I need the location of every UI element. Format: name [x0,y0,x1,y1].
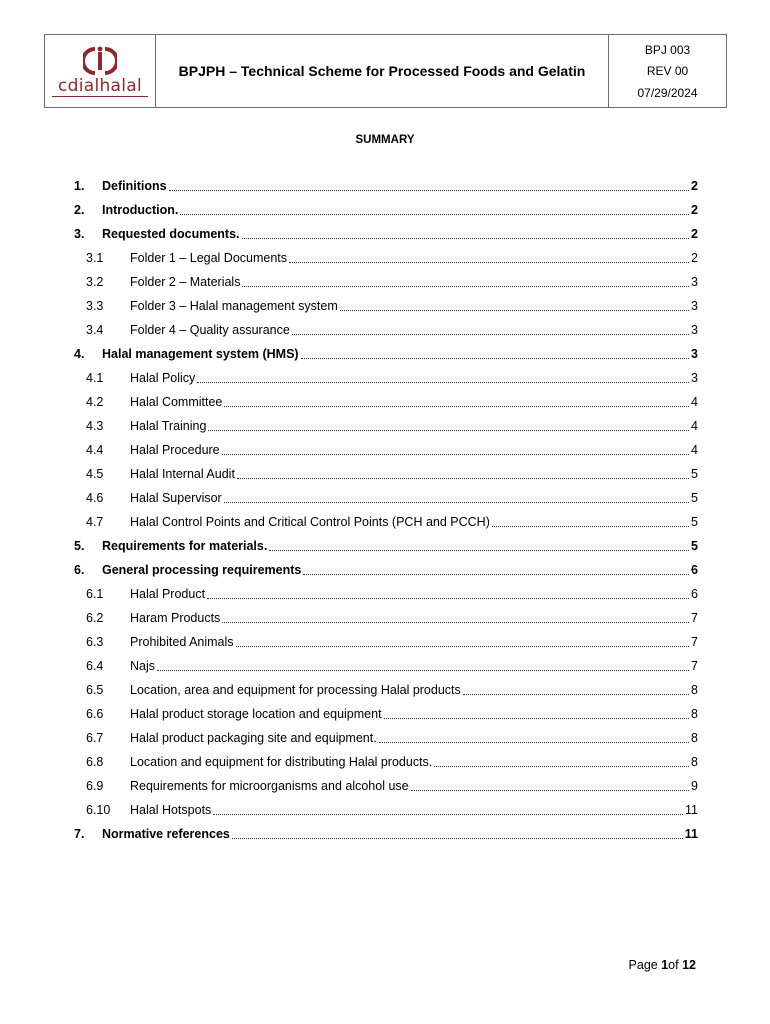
toc-entry[interactable] [74,606,698,630]
toc-entry-label: Halal product packaging site and equipment. [130,731,377,745]
toc-entry-number: 6.1 [86,587,104,601]
toc-entry-label: Halal Procedure [130,443,220,457]
toc-entry[interactable] [74,822,698,846]
toc-entry-label: Halal Internal Audit [130,467,235,481]
toc-entry[interactable] [74,342,698,366]
toc-entry-label: Halal Hotspots [130,803,212,817]
toc-entry-page: 3 [691,347,698,361]
toc-dot-leader [169,190,689,191]
toc-dot-leader [237,478,689,479]
current-page: 1 [661,958,669,972]
toc-entry-number: 3.1 [86,251,104,265]
summary-heading: SUMMARY [355,134,415,146]
toc-entry-page: 3 [691,371,698,385]
toc-entry[interactable] [74,414,698,438]
page-footer [629,958,696,972]
toc-entry-number: 6. [74,563,85,577]
toc-entry-number: 6.10 [86,803,111,817]
toc-dot-leader [303,574,689,575]
toc-dot-leader [492,526,689,527]
toc-entry-label: Requirements for microorganisms and alcohol use [130,779,409,793]
document-title: BPJPH – Technical Scheme for Processed Foods and Gelatin [178,62,586,79]
toc-dot-leader [208,430,689,431]
toc-dot-leader [197,382,689,383]
toc-entry-label: Location, area and equipment for processing Halal products [130,683,461,697]
toc-entry[interactable] [74,630,698,654]
toc-entry[interactable] [74,510,698,534]
toc-entry-number: 4.4 [86,443,104,457]
toc-entry[interactable] [74,198,698,222]
toc-entry[interactable] [74,462,698,486]
toc-entry[interactable] [74,798,698,822]
toc-entry-label: Najs [130,659,156,673]
toc-entry-label: Requirements for materials. [102,539,268,553]
toc-entry-page: 2 [691,227,698,241]
toc-dot-leader [463,694,689,695]
toc-dot-leader [224,502,689,503]
toc-entry-label: Prohibited Animals [130,635,234,649]
toc-entry-number: 1. [74,179,85,193]
table-of-contents [74,174,698,846]
toc-entry-label: Halal Training [130,419,207,433]
toc-entry-page: 11 [685,803,698,817]
toc-entry-page: 3 [691,299,698,313]
toc-entry-label: Halal management system (HMS) [102,347,299,361]
toc-entry-number: 6.3 [86,635,104,649]
toc-entry-page: 2 [691,203,698,217]
toc-entry-page: 8 [691,707,698,721]
logo-wordmark: cdialhalal [57,76,143,96]
toc-entry-page: 5 [691,515,698,529]
toc-entry[interactable] [74,726,698,750]
toc-entry-label: Folder 4 – Quality assurance [130,323,290,337]
toc-entry-label: Folder 1 – Legal Documents [130,251,288,265]
toc-dot-leader [411,790,689,791]
toc-entry[interactable] [74,750,698,774]
toc-entry[interactable] [74,294,698,318]
toc-entry-number: 6.8 [86,755,104,769]
toc-entry-page: 3 [691,323,698,337]
document-header [44,34,727,108]
toc-entry-label: Halal Product [130,587,206,601]
toc-entry[interactable] [74,246,698,270]
toc-dot-leader [384,718,689,719]
toc-entry-page: 7 [691,635,698,649]
toc-dot-leader [157,670,689,671]
toc-entry[interactable] [74,390,698,414]
toc-entry-label: Requested documents. [102,227,240,241]
toc-dot-leader [242,286,689,287]
toc-entry-number: 4. [74,347,85,361]
toc-entry-label: Halal Supervisor [130,491,222,505]
toc-entry[interactable] [74,678,698,702]
toc-entry-page: 7 [691,659,698,673]
toc-entry-label: Introduction. [102,203,179,217]
toc-dot-leader [379,742,689,743]
toc-entry[interactable] [74,438,698,462]
toc-entry-page: 8 [691,683,698,697]
toc-entry-number: 4.7 [86,515,104,529]
toc-dot-leader [224,406,689,407]
toc-entry-number: 6.2 [86,611,104,625]
toc-entry-number: 4.3 [86,419,104,433]
toc-entry-label: Folder 3 – Halal management system [130,299,338,313]
toc-entry-page: 5 [691,467,698,481]
toc-entry-number: 3.2 [86,275,104,289]
toc-entry-page: 8 [691,731,698,745]
toc-entry-page: 6 [691,587,698,601]
toc-entry[interactable] [74,558,698,582]
toc-entry-page: 5 [691,539,698,553]
toc-entry-label: General processing requirements [102,563,302,577]
toc-entry-page: 6 [691,563,698,577]
toc-entry-number: 2. [74,203,85,217]
toc-entry-label: Location and equipment for distributing Halal products. [130,755,433,769]
toc-entry[interactable] [74,702,698,726]
toc-entry-number: 6.7 [86,731,104,745]
toc-dot-leader [289,262,689,263]
toc-entry-page: 11 [684,827,698,841]
toc-dot-leader [222,622,689,623]
toc-dot-leader [434,766,689,767]
toc-entry-label: Halal Committee [130,395,223,409]
toc-entry-page: 4 [691,419,698,433]
toc-dot-leader [242,238,690,239]
toc-dot-leader [292,334,689,335]
toc-entry-number: 6.6 [86,707,104,721]
toc-dot-leader [301,358,689,359]
toc-entry-number: 5. [74,539,85,553]
toc-entry[interactable] [74,222,698,246]
toc-entry[interactable] [74,366,698,390]
toc-entry-number: 4.5 [86,467,104,481]
toc-entry-label: Halal Control Points and Critical Control Points (PCH and PCCH) [130,515,490,529]
toc-entry-label: Halal product storage location and equipment [130,707,382,721]
toc-entry-number: 6.5 [86,683,104,697]
toc-entry[interactable] [74,318,698,342]
toc-entry-page: 9 [691,779,698,793]
toc-entry-label: Folder 2 – Materials [130,275,241,289]
toc-entry-number: 7. [74,827,85,841]
toc-entry[interactable] [74,654,698,678]
logo-cell [45,35,156,107]
toc-dot-leader [236,646,690,647]
toc-entry-number: 6.9 [86,779,104,793]
page-word: Page [628,958,658,972]
toc-entry-number: 3.4 [86,323,104,337]
toc-entry-number: 3. [74,227,85,241]
toc-entry-number: 4.6 [86,491,104,505]
toc-entry-page: 4 [691,395,698,409]
toc-entry-label: Haram Products [130,611,221,625]
toc-entry-label: Normative references [102,827,230,841]
toc-entry-label: Halal Policy [130,371,196,385]
toc-dot-leader [207,598,689,599]
toc-entry[interactable] [74,174,698,198]
toc-dot-leader [269,550,689,551]
toc-entry-page: 2 [691,179,698,193]
document-date: 07/29/2024 [637,85,698,100]
toc-entry-page: 4 [691,443,698,457]
toc-entry[interactable] [74,270,698,294]
meta-cell [609,35,726,107]
title-cell [156,35,609,107]
toc-entry-label: Definitions [102,179,167,193]
toc-entry-number: 3.3 [86,299,104,313]
toc-entry[interactable] [74,582,698,606]
total-pages: 12 [682,958,696,972]
toc-entry-page: 7 [691,611,698,625]
toc-entry[interactable] [74,486,698,510]
toc-dot-leader [180,214,689,215]
toc-entry-page: 2 [691,251,698,265]
toc-entry-page: 8 [691,755,698,769]
toc-entry[interactable] [74,774,698,798]
toc-dot-leader [232,838,683,839]
toc-entry-page: 3 [691,275,698,289]
logo-underline [52,96,148,97]
toc-entry-number: 4.1 [86,371,104,385]
document-code: BPJ 003 [644,42,691,57]
cdialhalal-logo-icon [83,45,117,75]
toc-entry[interactable] [74,534,698,558]
toc-entry-number: 4.2 [86,395,104,409]
toc-dot-leader [222,454,689,455]
revision-number: REV 00 [646,64,689,78]
of-word: of [668,958,679,972]
toc-entry-page: 5 [691,491,698,505]
toc-dot-leader [340,310,689,311]
toc-entry-number: 6.4 [86,659,104,673]
toc-dot-leader [213,814,683,815]
